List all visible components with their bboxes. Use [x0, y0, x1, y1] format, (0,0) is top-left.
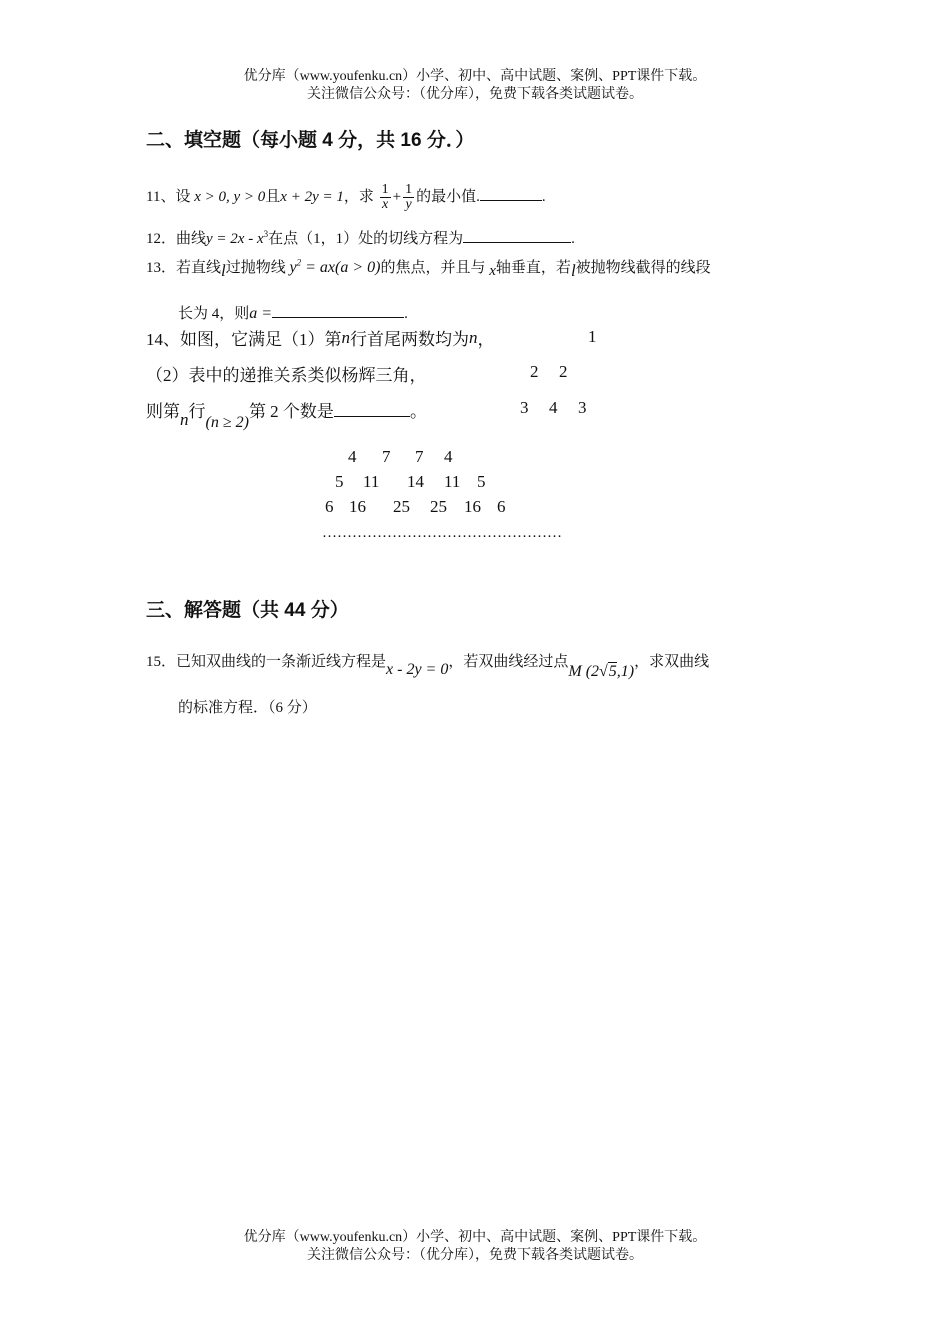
- q12-curve: y = 2x - x: [206, 231, 264, 247]
- question-14-line3: 则第n行(n ≥ 2)第 2 个数是 。: [146, 402, 427, 431]
- triangle-number: 7: [382, 447, 391, 466]
- q11-equation: x + 2y = 1: [280, 189, 344, 205]
- question-13: 13．若直线l过抛物线 $y^2 = ax(a > 0)$的焦点，并且与 x轴垂直，若l被抛物线截得的线段: [146, 257, 711, 280]
- triangle-number: 16: [349, 497, 366, 516]
- triangle-row-4: [348, 447, 468, 467]
- triangle-number: 6: [497, 497, 506, 516]
- triangle-row-5: [335, 472, 495, 492]
- q14-answer-blank[interactable]: [334, 402, 410, 417]
- triangle-number: 5: [335, 472, 344, 491]
- q13-parabola: $y^2$ = ax: [289, 257, 336, 276]
- q11-fraction-1: $\frac{1}{x}$: [381, 182, 389, 213]
- triangle-number: 4: [348, 447, 357, 466]
- question-14-line1: 14、如图，它满足（1）第n行首尾两数均为n，: [146, 328, 495, 349]
- q15-point: M (2√5,1): [568, 663, 635, 680]
- page-header-line1: 优分库（www.youfenku.cn）小学、初中、高中试题、案例、PPT课件下载。: [243, 69, 707, 84]
- triangle-number: 11: [363, 472, 380, 491]
- triangle-number: 3: [578, 398, 587, 417]
- triangle-number: 25: [430, 497, 447, 516]
- q11-number: 11、: [146, 189, 176, 205]
- q11-answer-blank[interactable]: [480, 186, 542, 201]
- triangle-number: 14: [407, 472, 424, 491]
- triangle-number: 4: [549, 398, 558, 417]
- question-11: 11、设 x > 0, y > 0且x + 2y = 1，求 $\frac{1}{x}$ + $\frac{1}{y}$ 的最小值. .: [146, 182, 546, 213]
- triangle-number: 6: [325, 497, 334, 516]
- triangle-row-3: [520, 398, 600, 418]
- triangle-row-2: [530, 362, 568, 382]
- triangle-number: 2: [559, 362, 568, 381]
- page-header-line2: 关注微信公众号：（优分库），免费下载各类试题试卷。: [307, 87, 643, 102]
- triangle-number: 1: [588, 327, 597, 346]
- triangle-continuation-dots: …………………………………………: [322, 525, 562, 541]
- q11-fraction-2: $\frac{1}{y}$: [405, 182, 413, 213]
- triangle-number: 2: [530, 362, 539, 381]
- triangle-number: 7: [415, 447, 424, 466]
- question-15: 15．已知双曲线的一条渐近线方程是x - 2y = 0，若双曲线经过点M (2√5,1)，求双曲线: [146, 654, 710, 680]
- section-answer-title: 三、解答题（共 44 分）: [146, 600, 349, 621]
- question-12: 12．曲线$y = 2x - x^3$在点（1，1）处的切线方程为 .: [146, 229, 575, 247]
- q13-answer-blank[interactable]: [272, 303, 404, 318]
- triangle-number: 25: [393, 497, 410, 516]
- triangle-row-1: [588, 327, 597, 347]
- triangle-number: 16: [464, 497, 481, 516]
- section-fill-in-title: 二、填空题（每小题 4 分，共 16 分．）: [146, 130, 475, 151]
- question-15-line2: 的标准方程．（6 分）: [178, 700, 317, 716]
- q12-answer-blank[interactable]: [463, 228, 571, 243]
- triangle-row-6: [325, 497, 515, 517]
- triangle-number: 3: [520, 398, 529, 417]
- triangle-number: 5: [477, 472, 486, 491]
- page-footer-line2: 关注微信公众号：（优分库），免费下载各类试题试卷。: [307, 1248, 643, 1263]
- triangle-number: 11: [444, 472, 461, 491]
- page-footer-line1: 优分库（www.youfenku.cn）小学、初中、高中试题、案例、PPT课件下载。: [243, 1230, 707, 1245]
- question-14-line2: （2）表中的递推关系类似杨辉三角，: [146, 366, 427, 385]
- triangle-number: 4: [444, 447, 453, 466]
- q11-condition: x > 0, y > 0: [194, 189, 266, 205]
- question-13-line2: 长为 4，则a = .: [178, 305, 408, 322]
- q15-asymptote: x - 2y = 0: [386, 661, 449, 678]
